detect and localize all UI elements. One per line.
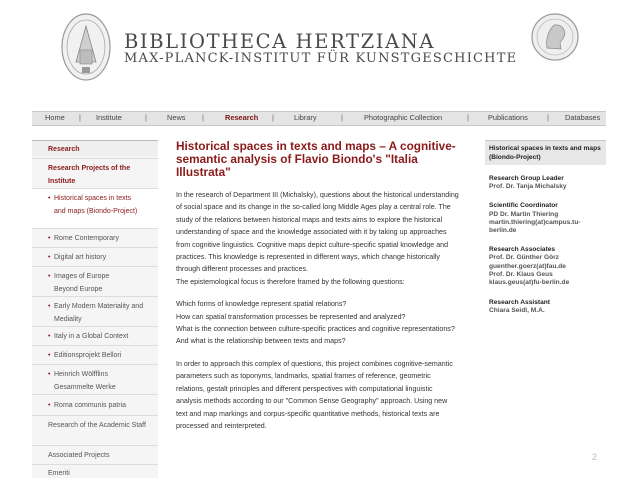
- bullet-icon: •: [48, 195, 51, 202]
- nav-separator: |: [145, 113, 147, 122]
- focus-paragraph: The epistemological focus is therefore framed by the following questions:: [176, 277, 405, 286]
- sidebar-subitem-italy-global[interactable]: [32, 326, 158, 345]
- main-navigation: [32, 111, 606, 126]
- person-name: Prof. Dr. Tanja Michalsky: [489, 183, 567, 191]
- nav-databases[interactable]: Databases: [565, 113, 601, 122]
- bullet-icon: •: [48, 333, 51, 340]
- block-label: Research Associates: [489, 246, 556, 254]
- person-name: Chiara Seidl, M.A.: [489, 307, 545, 315]
- nav-separator: |: [467, 113, 469, 122]
- sidebar-subitem-biondo[interactable]: [32, 188, 158, 228]
- block-label: Research Assistant: [489, 299, 550, 307]
- bullet-icon: •: [48, 235, 51, 242]
- nav-separator: |: [547, 113, 549, 122]
- site-header: [0, 0, 638, 104]
- sidebar-item-label: Research Projects of the Institute: [48, 165, 131, 185]
- sidebar-subitem-roma-communis[interactable]: [32, 394, 158, 415]
- email-link[interactable]: martin.thiering(at)campus.tu-berlin.de: [489, 218, 581, 235]
- nav-separator: |: [272, 113, 274, 122]
- page-number: 2: [592, 452, 598, 462]
- sidebar-item-label: Italy in a Global Context: [54, 333, 129, 340]
- site-title[interactable]: BIBLIOTHECA HERTZIANA: [124, 30, 436, 53]
- sidebar-subitem-rome-contemporary[interactable]: [32, 228, 158, 247]
- bullet-icon: •: [48, 303, 51, 310]
- block-label: Scientific Coordinator: [489, 202, 558, 210]
- minerva-logo-icon[interactable]: [530, 12, 580, 62]
- nav-photographic-collection[interactable]: Photographic Collection: [364, 113, 443, 122]
- nav-publications[interactable]: Publications: [488, 113, 528, 122]
- site-subtitle: MAX-PLANCK-INSTITUT FÜR KUNSTGESCHICHTE: [124, 51, 518, 66]
- block-label: Research Group Leader: [489, 175, 564, 182]
- bullet-icon: •: [48, 371, 51, 378]
- associates-block: [485, 246, 606, 287]
- sidebar-item-label: Associated Projects: [48, 452, 110, 459]
- sidebar-item-label: Research of the Academic Staff: [48, 422, 146, 429]
- sidebar-item-label: Emeriti: [48, 470, 70, 477]
- left-sidebar: [32, 140, 158, 478]
- group-leader-block: [485, 175, 606, 191]
- nav-library[interactable]: Library: [294, 113, 317, 122]
- sidebar-item-research-projects[interactable]: [32, 158, 158, 188]
- sidebar-item-label: Roma communis patria: [54, 402, 126, 409]
- sidebar-item-associated-projects[interactable]: [32, 445, 158, 464]
- coordinator-block: [485, 202, 606, 235]
- sidebar-item-label: Research: [48, 146, 80, 153]
- intro-paragraph: In the research of Department III (Michalsky), questions about the historical understanding of social space and its change in the so-called long Middle Ages play a central role. The study of the relations between historical maps and texts aims to explore the historical understanding of space and the knowledge associated with it by taking up approaches from cognitive linguistics. Cognitive maps depict culture-specific spatial knowledge and practices. This knowledge is represented in different ways, which change historically through different processes and practices.: [176, 191, 459, 274]
- sidebar-item-research[interactable]: [32, 140, 158, 156]
- person-name: Prof. Dr. Klaus Geus: [489, 270, 553, 278]
- sidebar-item-emeriti[interactable]: [32, 464, 158, 478]
- email-link[interactable]: guenther.goerz(at)fau.de: [489, 262, 566, 270]
- nav-news[interactable]: News: [167, 113, 186, 122]
- person-name: Prof. Dr. Günther Görz: [489, 254, 559, 262]
- email-link[interactable]: klaus.geus(at)fu-berlin.de: [489, 279, 570, 287]
- sidebar-item-academic-staff[interactable]: [32, 415, 158, 445]
- nav-home[interactable]: Home: [45, 113, 65, 122]
- main-content: [176, 140, 459, 478]
- bullet-icon: •: [48, 273, 51, 280]
- sidebar-subitem-woelfflin[interactable]: [32, 364, 158, 394]
- sidebar-item-label: Editionsprojekt Bellori: [54, 352, 122, 359]
- nav-separator: |: [79, 113, 81, 122]
- page-title: Historical spaces in texts and maps – A cognitive-semantic analysis of Flavio Biondo's "Italia Illustrata": [176, 139, 456, 179]
- sidebar-item-label: Images of Europe Beyond Europe: [54, 273, 110, 293]
- sidebar-item-label: Historical spaces in texts and maps (Biondo-Project): [54, 195, 138, 215]
- bullet-icon: •: [48, 402, 51, 409]
- sidebar-subitem-images-of-europe[interactable]: [32, 266, 158, 296]
- sidebar-item-label: Rome Contemporary: [54, 235, 119, 242]
- project-info-heading: Historical spaces in texts and maps (Biondo-Project): [485, 140, 606, 165]
- nav-separator: |: [341, 113, 343, 122]
- bullet-icon: •: [48, 254, 51, 261]
- nav-institute[interactable]: Institute: [96, 113, 122, 122]
- nav-research[interactable]: Research: [225, 113, 259, 122]
- sidebar-item-label: Early Modern Materiality and Mediality: [54, 303, 144, 323]
- bibliotheca-seal-icon[interactable]: [60, 12, 112, 82]
- sidebar-subitem-digital-art-history[interactable]: [32, 247, 158, 266]
- questions-paragraph: Which forms of knowledge represent spatial relations? How can spatial transformation processes be represented and analyzed? What is the connection between culture-specific practices and cognitive representations? And what is the relationship between texts and maps?: [176, 300, 455, 346]
- bullet-icon: •: [48, 352, 51, 359]
- approach-paragraph: In order to approach this complex of questions, this project combines cognitive-semantic parameters such as toponyms, landmarks, spatial frames of reference, geometric relations, gestalt principles and different perspectives with computational linguistic analysis methods according to our "Common Sense Geography" approach. Using new text and map markings and corpus-specific quantitative methods, historical texts are processed and reinterpreted.: [176, 359, 453, 430]
- project-info-box: [485, 140, 606, 478]
- sidebar-item-label: Digital art history: [54, 254, 107, 261]
- sidebar-subitem-early-modern[interactable]: [32, 296, 158, 326]
- nav-separator: |: [202, 113, 204, 122]
- sidebar-subitem-bellori[interactable]: [32, 345, 158, 364]
- sidebar-item-label: Heinrich Wölfflins Gesammelte Werke: [54, 371, 116, 391]
- assistant-block: [485, 299, 606, 315]
- person-name: PD Dr. Martin Thiering: [489, 210, 559, 218]
